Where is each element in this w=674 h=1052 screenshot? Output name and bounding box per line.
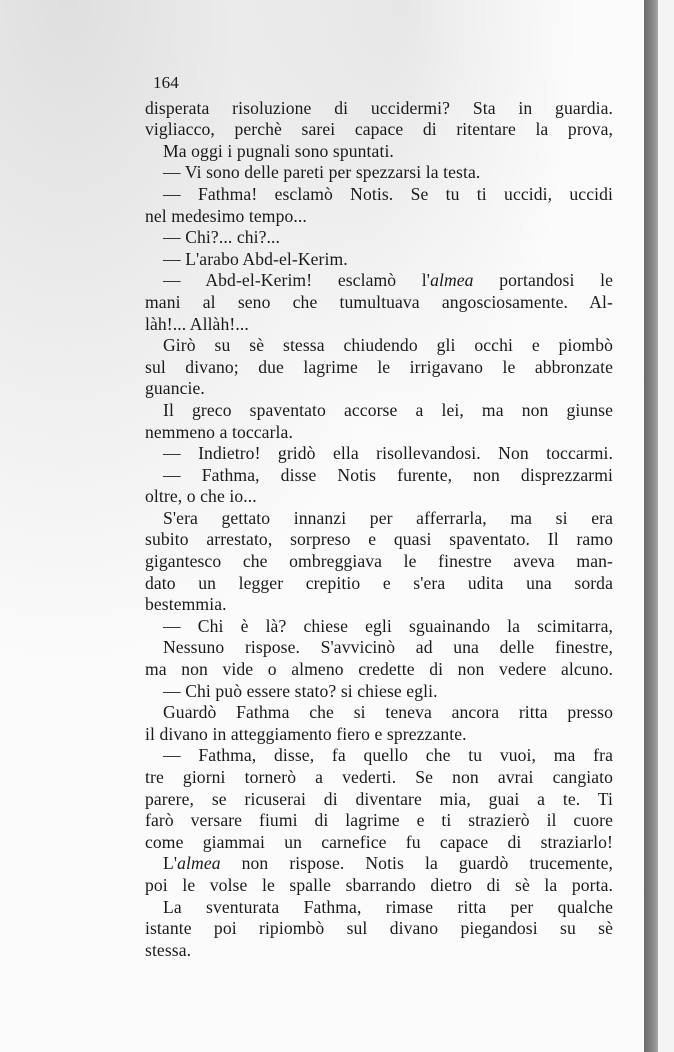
text-line: nemmeno a toccarla.	[145, 421, 293, 442]
text-line: vigliacco, perchè sarei capace di ritentare la prova,	[145, 119, 613, 140]
text-line: istante poi ripiombò sul divano piegandosi su sè	[145, 918, 613, 939]
text-line: — Fathma! esclamò Notis. Se tu ti uccidi, uccidi	[163, 183, 613, 204]
page-number: 164	[153, 73, 179, 92]
text-segment: non rispose. Notis la guardò trucemente,	[220, 853, 613, 874]
text-line: come giammai un carnefice fu capace di straziarlo!	[145, 831, 613, 852]
text-line: sul divano; due lagrime le irrigavano le abbronzate	[145, 356, 613, 377]
text-line: il divano in atteggiamento fiero e sprezzante.	[145, 723, 467, 744]
text-line: stessa.	[145, 939, 192, 960]
text-line: — Indietro! gridò ella risollevandosi. Non toccarmi.	[163, 443, 613, 464]
text-line: Guardò Fathma che si teneva ancora ritta presso	[163, 702, 613, 723]
page-margin-outside	[658, 0, 674, 1052]
text-line: — Chi?... chi?...	[163, 227, 281, 248]
italic-word: almea	[430, 270, 474, 291]
text-line: dato un legger crepitio e s'era udita una sorda	[145, 572, 613, 593]
text-line: Il greco spaventato accorse a lei, ma non giunse	[163, 399, 613, 420]
text-line: — Chi può essere stato? si chiese egli.	[163, 680, 438, 701]
text-line: — Chi è là? chiese egli sguainando la scimitarra,	[163, 615, 613, 636]
text-line: farò versare fiumi di lagrime e ti strazierò il cuore	[145, 810, 613, 831]
text-segment: — Abd-el-Kerim! esclamò l'	[163, 270, 431, 291]
text-line: — L'arabo Abd-el-Kerim.	[163, 248, 348, 269]
text-line: Ma oggi i pugnali sono spuntati.	[163, 140, 394, 161]
text-line: poi le volse le spalle sbarrando dietro di sè la porta.	[145, 874, 613, 895]
text-line: ma non vide o almeno credette di non vedere alcuno.	[145, 659, 613, 680]
text-line	[145, 853, 613, 875]
text-segment: L'	[163, 853, 178, 874]
page-edge-shadow	[644, 0, 658, 1052]
text-line: — Vi sono delle pareti per spezzarsi la testa.	[163, 162, 481, 183]
italic-word: almea	[177, 853, 221, 874]
text-line: guancie.	[145, 378, 205, 399]
text-line	[145, 270, 613, 292]
text-line: nel medesimo tempo...	[145, 205, 307, 226]
text-line: disperata risoluzione di uccidermi? Sta in guardia.	[145, 97, 613, 118]
text-line: Nessuno rispose. S'avvicinò ad una delle finestre,	[163, 637, 613, 658]
text-line: tre giorni tornerò a vederti. Se non avrai cangiato	[145, 767, 613, 787]
text-line: parere, se ricuserai di diventare mia, guai a te. Ti	[145, 788, 613, 809]
text-line: oltre, o che io...	[145, 486, 257, 507]
page-text-block	[145, 72, 613, 961]
text-line: subito arrestato, sorpreso e quasi spaventato. Il ramo	[145, 529, 613, 550]
text-line: làh!... Allàh!...	[145, 313, 249, 334]
text-line: La sventurata Fathma, rimase ritta per qualche	[163, 896, 613, 917]
text-line: Girò su sè stessa chiudendo gli occhi e piombò	[163, 335, 613, 356]
text-lines	[145, 98, 613, 962]
text-segment: portandosi le	[473, 270, 614, 291]
text-line: bestemmia.	[145, 594, 227, 615]
text-line: — Fathma, disse, fa quello che tu vuoi, ma fra	[163, 745, 613, 766]
text-line: S'era gettato innanzi per afferrarla, ma si era	[163, 507, 613, 528]
text-line: — Fathma, disse Notis furente, non disprezzarmi	[163, 464, 613, 485]
text-line: mani al seno che tumultuava angosciosamente. Al-	[145, 291, 613, 312]
text-line: gigantesco che ombreggiava le finestre aveva man-	[145, 551, 613, 572]
